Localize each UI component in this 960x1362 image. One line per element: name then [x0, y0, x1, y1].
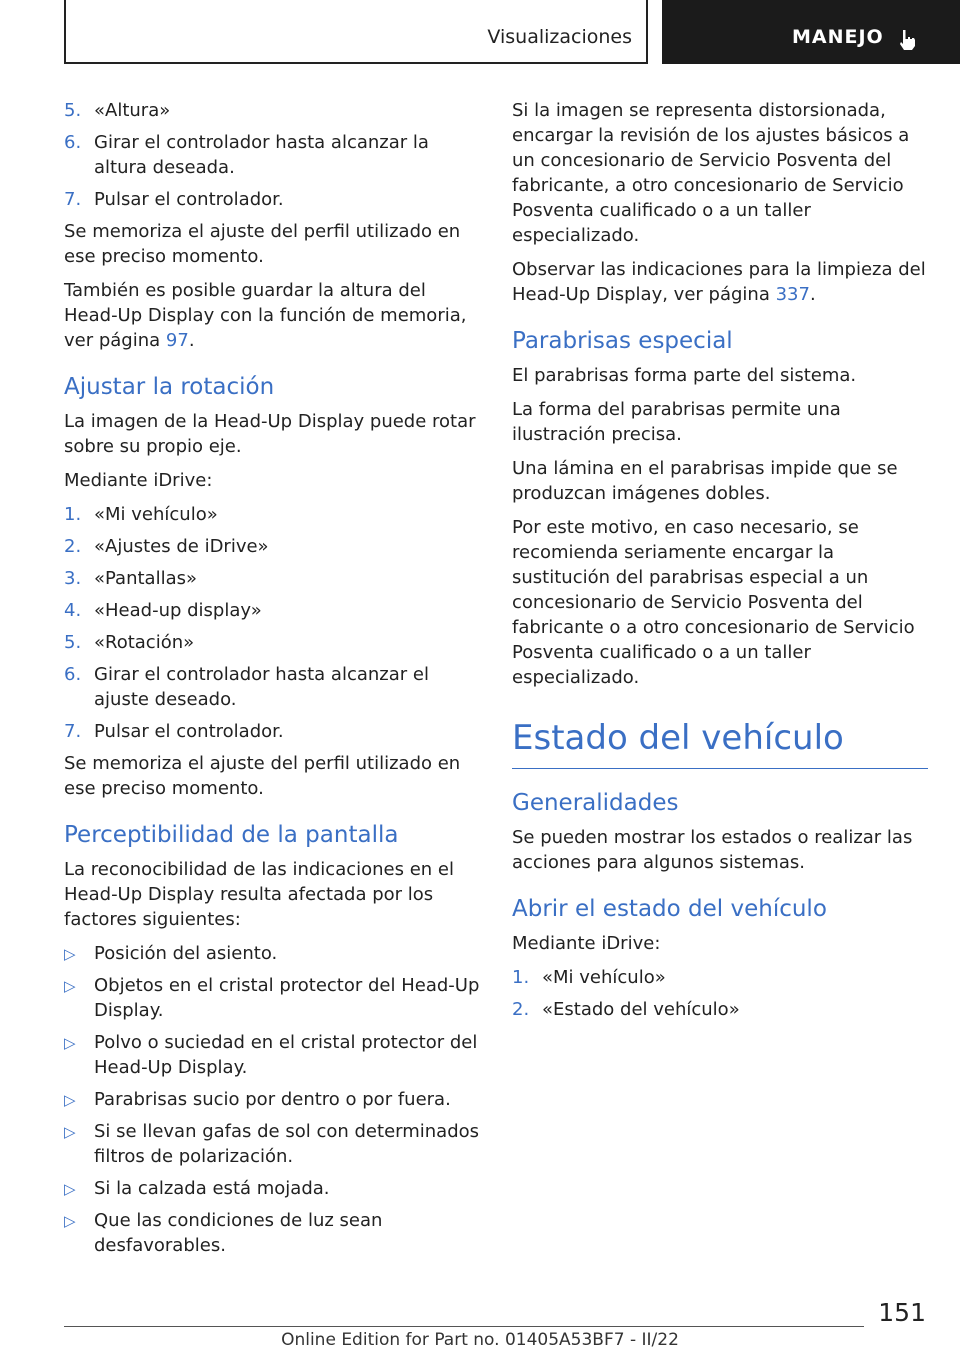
paragraph: Se pueden mostrar los estados o realizar las acciones para algunos sistemas.: [512, 827, 913, 873]
triangle-bullet-icon: ▷: [64, 1123, 76, 1141]
page-link[interactable]: 337: [775, 284, 810, 305]
paragraph: La imagen de la Head-Up Display puede rotar sobre su propio eje.: [64, 411, 476, 457]
heading-perceptibility: Perceptibilidad de la pantalla: [64, 822, 399, 848]
step-text: «Ajustes de iDrive»: [94, 536, 269, 557]
step-text: Girar el controlador hasta alcanzar la altura deseada.: [94, 132, 429, 178]
left-column: [64, 98, 480, 1265]
step-number: 2.: [64, 536, 82, 557]
header-section-box: [64, 0, 648, 64]
step-text: «Rotación»: [94, 632, 195, 653]
step-text: Pulsar el controlador.: [94, 721, 284, 742]
heading-rotation: Ajustar la rotación: [64, 374, 275, 400]
paragraph: Una lámina en el parabrisas impide que se produzcan imágenes dobles.: [512, 458, 898, 504]
step-number: 5.: [64, 100, 82, 121]
list-item: [512, 965, 928, 990]
list-item: [64, 566, 480, 591]
heading-general: Generalidades: [512, 790, 679, 816]
triangle-bullet-icon: ▷: [64, 1034, 76, 1052]
step-number: 6.: [64, 132, 82, 153]
triangle-bullet-icon: ▷: [64, 1091, 76, 1109]
paragraph: Se memoriza el ajuste del perfil utilizado en ese preciso momento.: [64, 753, 461, 799]
footer-text: Online Edition for Part no. 01405A53BF7 - II/22: [281, 1330, 679, 1350]
paragraph: Se memoriza el ajuste del perfil utilizado en ese preciso momento.: [64, 221, 461, 267]
bullet-text: Objetos en el cristal protector del Head-Up Display.: [94, 975, 480, 1021]
bullet-item: [64, 941, 480, 966]
step-text: Pulsar el controlador.: [94, 189, 284, 210]
right-column: [512, 98, 928, 1029]
step-text: «Estado del vehículo»: [542, 999, 740, 1020]
bullet-text: Polvo o suciedad en el cristal protector del Head-Up Display.: [94, 1032, 478, 1078]
step-number: 5.: [64, 632, 82, 653]
list-item: [64, 187, 480, 212]
section-title: Visualizaciones: [487, 26, 632, 48]
bullet-item: [64, 1087, 480, 1112]
paragraph: Si la imagen se representa distorsionada, encargar la revisión de los ajustes básicos a un concesionario de Servicio Posventa del fabricante, a otro concesionario de Servicio Posventa cualificado o a un taller especializado.: [512, 100, 910, 246]
step-number: 7.: [64, 721, 82, 742]
triangle-bullet-icon: ▷: [64, 1212, 76, 1230]
bullet-text: Parabrisas sucio por dentro o por fuera.: [94, 1089, 451, 1110]
step-number: 1.: [64, 504, 82, 525]
page-link[interactable]: 97: [165, 330, 189, 351]
triangle-bullet-icon: ▷: [64, 1180, 76, 1198]
bullet-item: [64, 1176, 480, 1201]
paragraph: La reconocibilidad de las indicaciones en el Head-Up Display resulta afectada por los factores siguientes:: [64, 859, 455, 930]
list-item: [64, 630, 480, 655]
bullet-text: Que las condiciones de luz sean desfavorables.: [94, 1210, 383, 1256]
step-number: 7.: [64, 189, 82, 210]
list-item: [64, 502, 480, 527]
chapter-tab: [662, 0, 960, 64]
triangle-bullet-icon: ▷: [64, 977, 76, 995]
step-number: 1.: [512, 967, 530, 988]
page-number: 151: [878, 1298, 926, 1327]
list-item: [64, 130, 480, 180]
heading-vehicle-status: Estado del vehículo: [512, 716, 928, 769]
paragraph: Observar las indicaciones para la limpieza del Head-Up Display, ver página 337.: [512, 259, 926, 305]
bullet-text: Posición del asiento.: [94, 943, 278, 964]
bullet-item: [64, 973, 480, 1023]
list-item: [512, 997, 928, 1022]
heading-open-status: Abrir el estado del vehículo: [512, 896, 827, 922]
list-item: [64, 662, 480, 712]
bullet-item: [64, 1119, 480, 1169]
step-number: 3.: [64, 568, 82, 589]
triangle-bullet-icon: ▷: [64, 945, 76, 963]
heading-windshield: Parabrisas especial: [512, 328, 733, 354]
chapter-title: MANEJO: [792, 26, 884, 48]
step-text: Girar el controlador hasta alcanzar el ajuste deseado.: [94, 664, 429, 710]
step-number: 6.: [64, 664, 82, 685]
paragraph: Mediante iDrive:: [64, 470, 213, 491]
bullet-item: [64, 1030, 480, 1080]
step-number: 2.: [512, 999, 530, 1020]
step-text: «Head-up display»: [94, 600, 262, 621]
step-text: «Pantallas»: [94, 568, 198, 589]
footer-rule: [64, 1326, 864, 1327]
hand-pointer-icon: [896, 28, 918, 52]
step-text: «Mi vehículo»: [94, 504, 218, 525]
step-text: «Mi vehículo»: [542, 967, 666, 988]
step-text: «Altura»: [94, 100, 171, 121]
bullet-item: [64, 1208, 480, 1258]
paragraph: La forma del parabrisas permite una ilustración precisa.: [512, 399, 841, 445]
bullet-text: Si se llevan gafas de sol con determinados filtros de polarización.: [94, 1121, 480, 1167]
list-item: [64, 598, 480, 623]
list-item: [64, 534, 480, 559]
paragraph: Mediante iDrive:: [512, 933, 661, 954]
paragraph: También es posible guardar la altura del Head-Up Display con la función de memoria, ver página 97.: [64, 280, 467, 351]
list-item: [64, 98, 480, 123]
paragraph: El parabrisas forma parte del sistema.: [512, 365, 857, 386]
bullet-text: Si la calzada está mojada.: [94, 1178, 330, 1199]
paragraph: Por este motivo, en caso necesario, se recomienda seriamente encargar la sustitución del parabrisas especial a un concesionario de Servicio Posventa del fabricante o a otro concesionario de Servicio Posventa cualificado o a un taller especializado.: [512, 517, 915, 688]
step-number: 4.: [64, 600, 82, 621]
list-item: [64, 719, 480, 744]
